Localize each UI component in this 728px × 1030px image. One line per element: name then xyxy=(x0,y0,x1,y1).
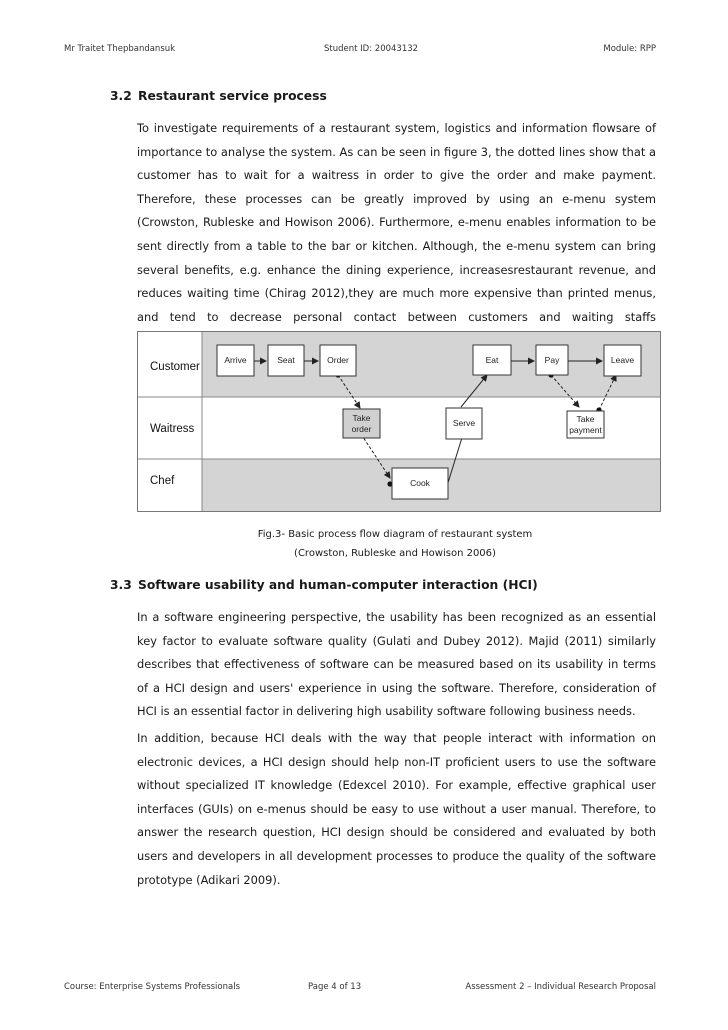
header-author: Mr Traitet Thepbandansuk xyxy=(64,44,176,54)
step-pay-label: Pay xyxy=(544,355,560,365)
process-flow-diagram xyxy=(137,331,661,512)
step-seat-label: Seat xyxy=(277,355,295,365)
section-3-2-heading xyxy=(110,89,327,103)
section-number: 3.3 xyxy=(110,578,132,592)
footer-course: Course: Enterprise Systems Professionals xyxy=(64,982,241,992)
step-arrive-label: Arrive xyxy=(224,355,247,365)
header-module: Module: RPP xyxy=(603,44,656,54)
step-take-order-label-1: Take xyxy=(352,413,371,423)
section-3-3-body-2 xyxy=(137,727,656,892)
paragraph: In a software engineering perspective, the usability has been recognized as an essential key factor to evaluate software quality (Gulati and Dubey 2012). Majid (2011) similarly describes that effectiveness of software can be measured based on its usability in terms of a HCI design and users' experience in using the software. Therefore, consideration of HCI is an essential factor in delivering high usability software following business needs. xyxy=(137,610,656,719)
section-number: 3.2 xyxy=(110,89,132,103)
lane-label-customer: Customer xyxy=(150,361,200,373)
section-3-3-body-1 xyxy=(137,606,656,724)
step-take-payment-label-1: Take xyxy=(576,414,595,424)
step-take-order-label-2: order xyxy=(351,424,372,434)
step-take-payment-label-2: payment xyxy=(569,425,602,435)
figure-caption xyxy=(200,525,590,563)
step-cook-label: Cook xyxy=(410,478,430,488)
lane-label-waitress: Waitress xyxy=(150,423,195,435)
footer-assessment: Assessment 2 – Individual Research Proposal xyxy=(465,982,656,992)
lane-label-chef: Chef xyxy=(150,475,175,487)
paragraph: To investigate requirements of a restaurant system, logistics and information flowsare of importance to analyse the system. As can be seen in figure 3, the dotted lines show that a customer has to wait for a waitress in order to give the order and make payment. Therefore, these processes can be greatly improved by using an e-menu system (Crowston, Rubleske and Howison 2006). Furthermore, e-menu enables information to be sent directly from a table to the bar or kitchen. Although, the e-menu system can bring several benefits, e.g. enhance the dining experience, increasesrestaurant revenue, and reduces waiting time (Chirag 2012),they are much more expensive than printed menus, and tend to decrease personal contact between customers and waiting staffs xyxy=(137,121,656,324)
caption-line-2: (Crowston, Rubleske and Howison 2006) xyxy=(294,548,496,559)
step-order-label: Order xyxy=(327,355,349,365)
step-serve-label: Serve xyxy=(452,418,476,428)
step-leave-label: Leave xyxy=(610,355,635,365)
section-3-3-heading xyxy=(110,578,538,592)
caption-line-1: Fig.3- Basic process flow diagram of restaurant system xyxy=(257,529,533,540)
step-eat-label: Eat xyxy=(485,355,499,365)
section-title: Software usability and human-computer interaction (HCI) xyxy=(138,578,538,592)
section-3-2-body xyxy=(137,117,656,353)
footer-page-number: Page 4 of 13 xyxy=(308,982,362,992)
header-student-id: Student ID: 20043132 xyxy=(324,44,419,54)
paragraph: In addition, because HCI deals with the way that people interact with information on electronic devices, a HCI design should help non-IT proficient users to use the software without specialized IT knowledge (Edexcel 2010). For example, effective graphical user interfaces (GUIs) on e-menus should be easy to use without a user manual. Therefore, to answer the research question, HCI design should be considered and evaluated by both users and developers in all development processes to produce the quality of the software prototype (Adikari 2009). xyxy=(137,731,656,887)
section-title: Restaurant service process xyxy=(138,89,327,103)
